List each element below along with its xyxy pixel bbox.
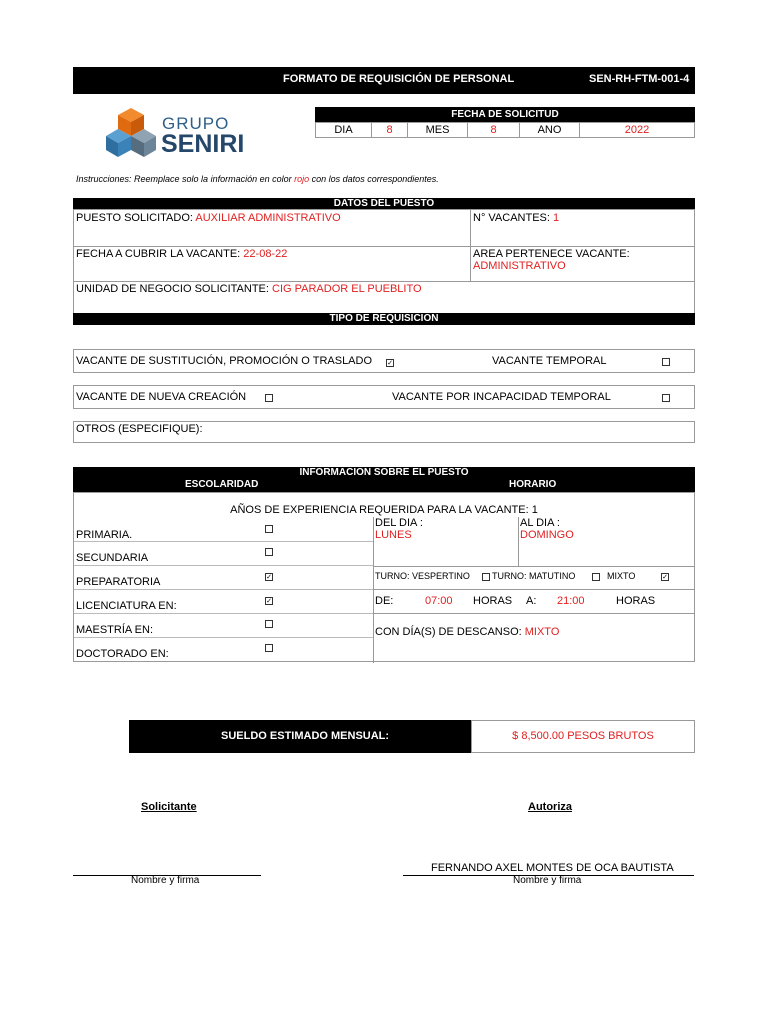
form-code: SEN-RH-FTM-001-4: [589, 73, 690, 85]
incapacidad-label: VACANTE POR INCAPACIDAD TEMPORAL: [392, 391, 611, 403]
incapacidad-checkbox[interactable]: [662, 394, 670, 402]
nombre-firma-solicitante: Nombre y firma: [131, 875, 200, 886]
sustitucion-label: VACANTE DE SUSTITUCIÓN, PROMOCIÓN O TRASLADO: [76, 355, 373, 367]
sueldo-label-box: [129, 720, 471, 753]
fecha-cubrir-value: 22-08-22: [243, 248, 288, 260]
nueva-label: VACANTE DE NUEVA CREACIÓN: [76, 391, 247, 403]
descanso-label: CON DÍA(S) DE DESCANSO:: [375, 626, 522, 638]
del-dia-field: [375, 517, 423, 541]
horas2-label: HORAS: [616, 595, 656, 607]
maestria-label: MAESTRÍA EN:: [76, 624, 154, 636]
a-label: A:: [526, 595, 537, 607]
datos-table: [73, 209, 695, 314]
al-dia-value: DOMINGO: [520, 529, 574, 541]
mes-label: MES: [408, 123, 468, 137]
instructions-pre: Instrucciones: Reemplace solo la información en color: [76, 174, 292, 184]
secundaria-label: SECUNDARIA: [76, 552, 149, 564]
info-title: INFORMACION SOBRE EL PUESTO: [73, 467, 695, 479]
al-dia-field: [520, 517, 574, 541]
tipo-row-1: [73, 349, 695, 373]
info-subheader: [73, 479, 695, 492]
escolaridad-header: ESCOLARIDAD: [185, 479, 259, 490]
instructions-red-word: rojo: [294, 174, 310, 184]
preparatoria-label: PREPARATORIA: [76, 576, 161, 588]
puesto-value: AUXILIAR ADMINISTRATIVO: [195, 212, 341, 224]
instructions-post: con los datos correspondientes.: [311, 174, 439, 184]
ano-label: ANO: [520, 123, 580, 137]
vacantes-value: 1: [553, 212, 560, 224]
unidad-label: UNIDAD DE NEGOCIO SOLICITANTE:: [76, 283, 269, 295]
horas1-label: HORAS: [473, 595, 513, 607]
autoriza-label: Autoriza: [528, 801, 572, 813]
dia-label: DIA: [316, 123, 372, 137]
area-value: ADMINISTRATIVO: [473, 260, 566, 272]
instructions: [76, 174, 439, 184]
mes-value: 8: [468, 123, 520, 137]
puesto-field: [76, 212, 341, 224]
turno-matutino-checkbox[interactable]: [592, 573, 600, 581]
nombre-firma-autoriza: Nombre y firma: [513, 875, 582, 886]
tipo-row-2: [73, 385, 695, 409]
descanso-value: MIXTO: [524, 626, 560, 638]
area-field: [473, 248, 630, 272]
al-dia-label: AL DIA :: [520, 517, 560, 529]
autoriza-nombre: FERNANDO AXEL MONTES DE OCA BAUTISTA: [431, 862, 674, 874]
primaria-label: PRIMARIA.: [76, 529, 133, 541]
mixto-label: MIXTO: [607, 571, 636, 581]
fecha-title: FECHA DE SOLICITUD: [315, 107, 695, 122]
nueva-checkbox[interactable]: [265, 394, 273, 402]
ano-value: 2022: [624, 124, 650, 136]
company-logo: [104, 104, 244, 166]
form-title: FORMATO DE REQUISICIÓN DE PERSONAL: [283, 73, 515, 85]
licenciatura-checkbox[interactable]: [265, 597, 273, 605]
vacantes-label: N° VACANTES:: [473, 212, 550, 224]
licenciatura-label: LICENCIATURA EN:: [76, 600, 177, 612]
maestria-checkbox[interactable]: [265, 620, 273, 628]
tipo-title: TIPO DE REQUISICION: [73, 313, 695, 325]
fecha-row: [315, 122, 695, 138]
mixto-checkbox[interactable]: [661, 573, 669, 581]
turno-matutino-label: TURNO: MATUTINO: [492, 571, 576, 581]
area-label: AREA PERTENECE VACANTE:: [473, 248, 630, 260]
doctorado-label: DOCTORADO EN:: [76, 648, 169, 660]
doctorado-checkbox[interactable]: [265, 644, 273, 652]
logo-text-grupo: GRUPO: [162, 114, 230, 133]
sueldo-value: $ 8,500.00 PESOS BRUTOS: [471, 720, 695, 753]
info-table: [73, 492, 695, 662]
unidad-value: CIG PARADOR EL PUEBLITO: [272, 283, 422, 295]
vacantes-field: [473, 212, 559, 224]
dia-value: 8: [372, 123, 408, 137]
temporal-checkbox[interactable]: [662, 358, 670, 366]
de-value: 07:00: [425, 595, 453, 607]
tipo-row-3: [73, 421, 695, 443]
a-value: 21:00: [557, 595, 585, 607]
descanso-field: [375, 626, 559, 638]
turno-vespertino-checkbox[interactable]: [482, 573, 490, 581]
datos-title: DATOS DEL PUESTO: [73, 198, 695, 210]
cubes-logo-icon: [106, 106, 156, 164]
header-bar: [73, 67, 695, 94]
del-dia-value: LUNES: [375, 529, 412, 541]
fecha-cubrir-field: [76, 248, 287, 260]
solicitante-label: Solicitante: [141, 801, 197, 813]
secundaria-checkbox[interactable]: [265, 548, 273, 556]
preparatoria-checkbox[interactable]: [265, 573, 273, 581]
horario-header: HORARIO: [509, 479, 557, 490]
puesto-label: PUESTO SOLICITADO:: [76, 212, 193, 224]
del-dia-label: DEL DIA :: [375, 517, 423, 529]
de-label: DE:: [375, 595, 394, 607]
primaria-checkbox[interactable]: [265, 525, 273, 533]
logo-text-seniri: SENIRI: [161, 130, 245, 158]
fecha-cubrir-label: FECHA A CUBRIR LA VACANTE:: [76, 248, 241, 260]
turno-vespertino-label: TURNO: VESPERTINO: [375, 571, 470, 581]
sustitucion-checkbox[interactable]: [386, 359, 394, 367]
temporal-label: VACANTE TEMPORAL: [492, 355, 607, 367]
unidad-field: [76, 283, 422, 295]
experiencia-text: AÑOS DE EXPERIENCIA REQUERIDA PARA LA VACANTE: 1: [230, 504, 538, 516]
otros-label: OTROS (ESPECIFIQUE):: [76, 423, 203, 435]
sueldo-label: SUELDO ESTIMADO MENSUAL:: [221, 730, 390, 742]
